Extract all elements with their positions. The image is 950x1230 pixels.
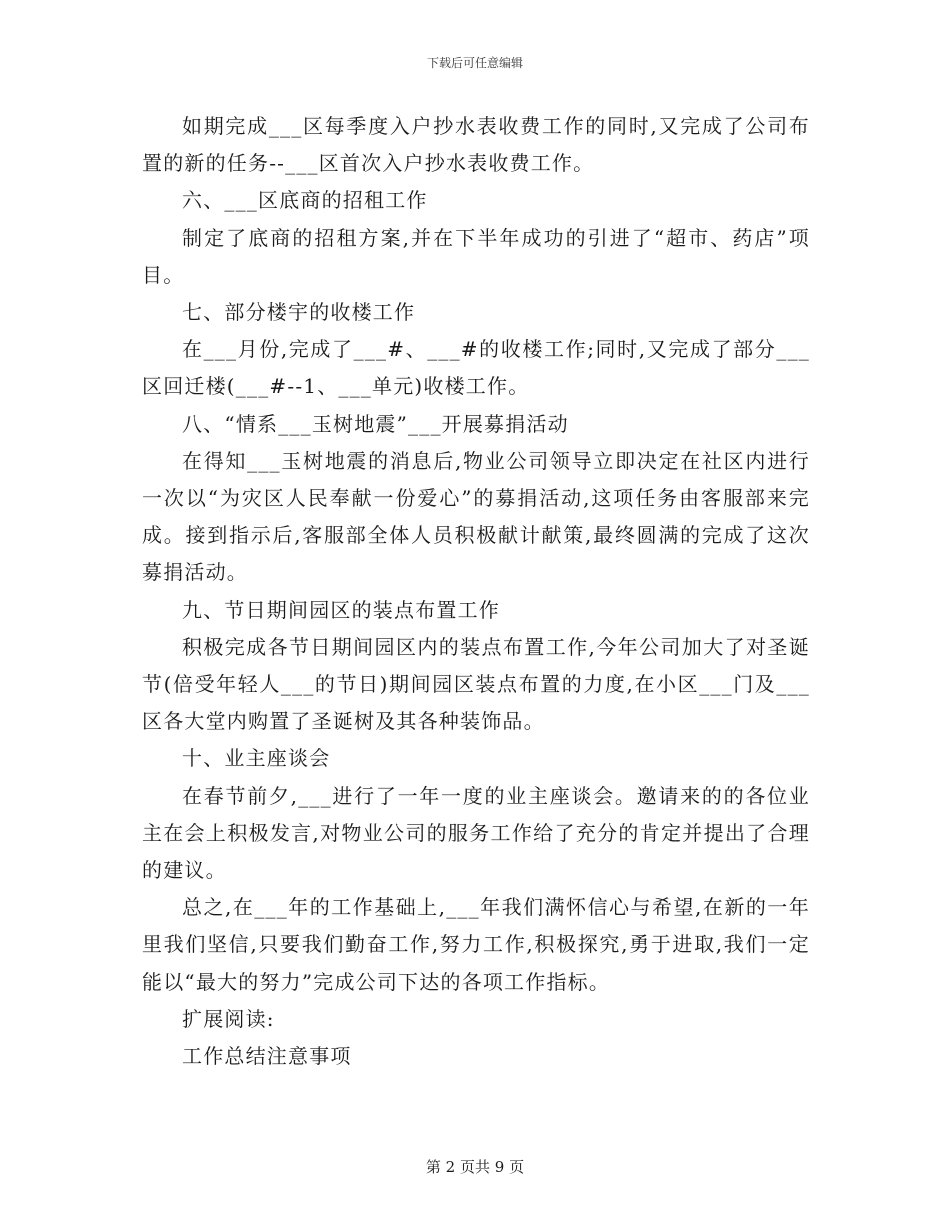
extended-reading-label: 扩展阅读: — [182, 1006, 275, 1031]
paragraph-conclusion: 总之,在___年的工作基础上,___年我们满怀信心与希望,在新的一年里我们坚信,只要我们勤奋工作,努力工作,积极探究,勇于进取,我们一定能以“最大的努力”完成公司下达的各项工作指标。 — [142, 895, 810, 994]
section-heading-10: 十、业主座谈会 — [182, 746, 331, 771]
page-header: 下载后可任意编辑 — [426, 56, 523, 70]
document-body — [142, 108, 810, 1075]
section-heading-7: 七、部分楼宇的收楼工作 — [182, 300, 416, 325]
paragraph-decoration: 积极完成各节日期间园区内的装点布置工作,今年公司加大了对圣诞节(倍受年轻人___的节日)期间园区装点布置的力度,在小区___门及___区各大堂内购置了圣诞树及其各种装饰品。 — [142, 634, 810, 734]
section-heading-8: 八、“情系___玉树地震”___开展募捐活动 — [182, 411, 569, 436]
paragraph-donation: 在得知___玉树地震的消息后,物业公司领导立即决定在社区内进行一次以“为灾区人民奉献一份爱心”的募捐活动,这项任务由客服部来完成。接到指示后,客服部全体人员积极献计献策,最终圆满的完成了这次募捐活动。 — [142, 448, 810, 585]
paragraph-continuation: 如期完成___区每季度入户抄水表收费工作的同时,又完成了公司布置的新的任务--___区首次入户抄水表收费工作。 — [142, 114, 810, 176]
section-heading-9: 九、节日期间园区的装点布置工作 — [182, 597, 500, 622]
section-heading-6: 六、___区底商的招租工作 — [182, 188, 428, 213]
paragraph-leasing: 制定了底商的招租方案,并在下半年成功的引进了“超市、药店”项目。 — [142, 225, 810, 287]
page-number: 第 2 页共 9 页 — [425, 1158, 525, 1176]
subheading-notes: 工作总结注意事项 — [182, 1044, 352, 1069]
paragraph-handover: 在___月份,完成了___#、___#的收楼工作;同时,又完成了部分___区回迁楼(___#--1、___单元)收楼工作。 — [142, 337, 810, 399]
paragraph-forum: 在春节前夕,___进行了一年一度的业主座谈会。邀请来的的各位业主在会上积极发言,对物业公司的服务工作给了充分的肯定并提出了合理的建议。 — [142, 783, 810, 883]
